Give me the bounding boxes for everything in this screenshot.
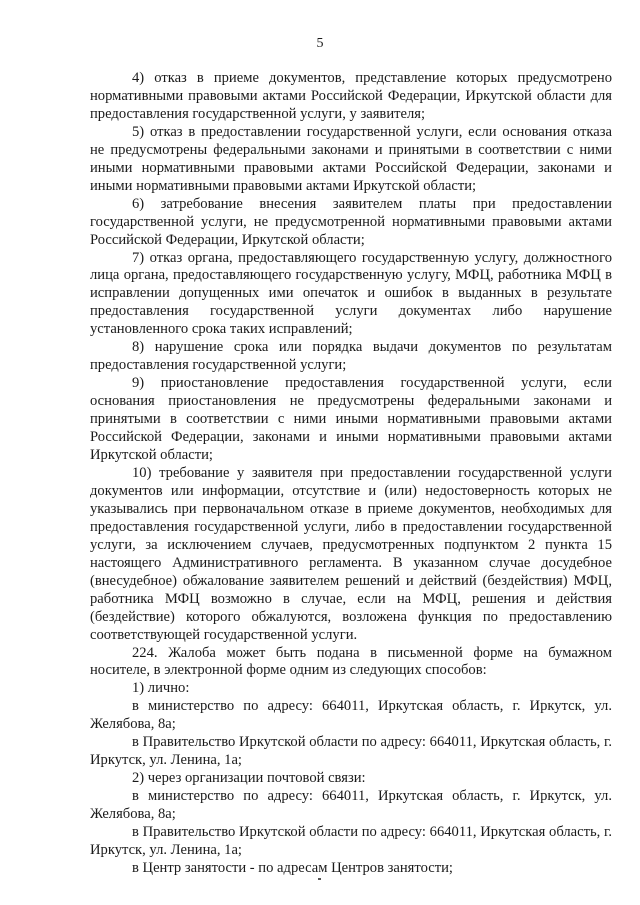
paragraph-item-10: 10) требование у заявителя при предоставлении государственной услуги документов или информации, отсутствие и (или) недостоверность которых не указывались при первоначальном отказе в приеме документов, необходимых для предоставления государственной услуги, либо в предоставлении государственной услуги, за исключением случаев, предусмотренных подпунктом 2 пункта 15 настоящего Административного регламента. В указанном случае досудебное (внесудебное) обжалование заявителем решений и действий (бездействия) МФЦ, работника МФЦ возможно в случае, если на МФЦ, решения и действия (бездействие) которого обжалуются, возложена функция по предоставлению соответствующей государственной услуги. <box>90 464 612 643</box>
paragraph-item-6: 6) затребование внесения заявителем платы при предоставлении государственной услуги, не предусмотренной нормативными правовыми актами Российской Федерации, Иркутской области; <box>90 195 612 248</box>
paragraph-item-7: 7) отказ органа, предоставляющего государственную услугу, должностного лица органа, предоставляющего государственную услугу, МФЦ, работника МФЦ в исправлении допущенных ими опечаток и ошибок в выданных в результате предоставления государственной услуги документах либо нарушение установленного срока таких исправлений; <box>90 249 612 338</box>
document-body <box>90 70 612 878</box>
address-government-postal: в Правительство Иркутской области по адресу: 664011, Иркутская область, г. Иркутск, ул. Ленина, 1а; <box>90 824 612 858</box>
paragraph-224: 224. Жалоба может быть подана в письменной форме на бумажном носителе, в электронной форме одним из следующих способов: <box>90 644 612 679</box>
address-government: в Правительство Иркутской области по адресу: 664011, Иркутская область, г. Иркутск, ул. Ленина, 1а; <box>90 734 612 769</box>
page-number: 5 <box>316 36 324 51</box>
address-employment-centers: в Центр занятости - по адресам Центров занятости; <box>132 859 453 876</box>
address-ministry: в министерство по адресу: 664011, Иркутская область, г. Иркутск, ул. Желябова, 8а; <box>90 698 612 733</box>
method-in-person: 1) лично: <box>132 680 190 697</box>
paragraph-item-8: 8) нарушение срока или порядка выдачи документов по результатам предоставления государственной услуги; <box>90 339 612 374</box>
scan-speck <box>318 878 321 880</box>
paragraph-item-9: 9) приостановление предоставления государственной услуги, если основания приостановления не предусмотрены федеральными законами и принятыми в соответствии с ними иными нормативными правовыми актами Российской Федерации, законами и иными нормативными правовыми актами Иркутской области; <box>90 375 612 464</box>
paragraph-item-4: 4) отказ в приеме документов, представление которых предусмотрено нормативными правовыми актами Российской Федерации, Иркутской области для предоставления государственной услуги, у заявителя; <box>90 70 612 122</box>
paragraph-item-5: 5) отказ в предоставлении государственной услуги, если основания отказа не предусмотрены федеральными законами и принятыми в соответствии с ними иными нормативными правовыми актами Российской Федерации, законами и иными нормативными правовыми актами Иркутской области; <box>90 123 612 194</box>
method-postal: 2) через организации почтовой связи: <box>132 770 366 787</box>
address-ministry-postal: в министерство по адресу: 664011, Иркутская область, г. Иркутск, ул. Желябова, 8а; <box>90 788 612 823</box>
